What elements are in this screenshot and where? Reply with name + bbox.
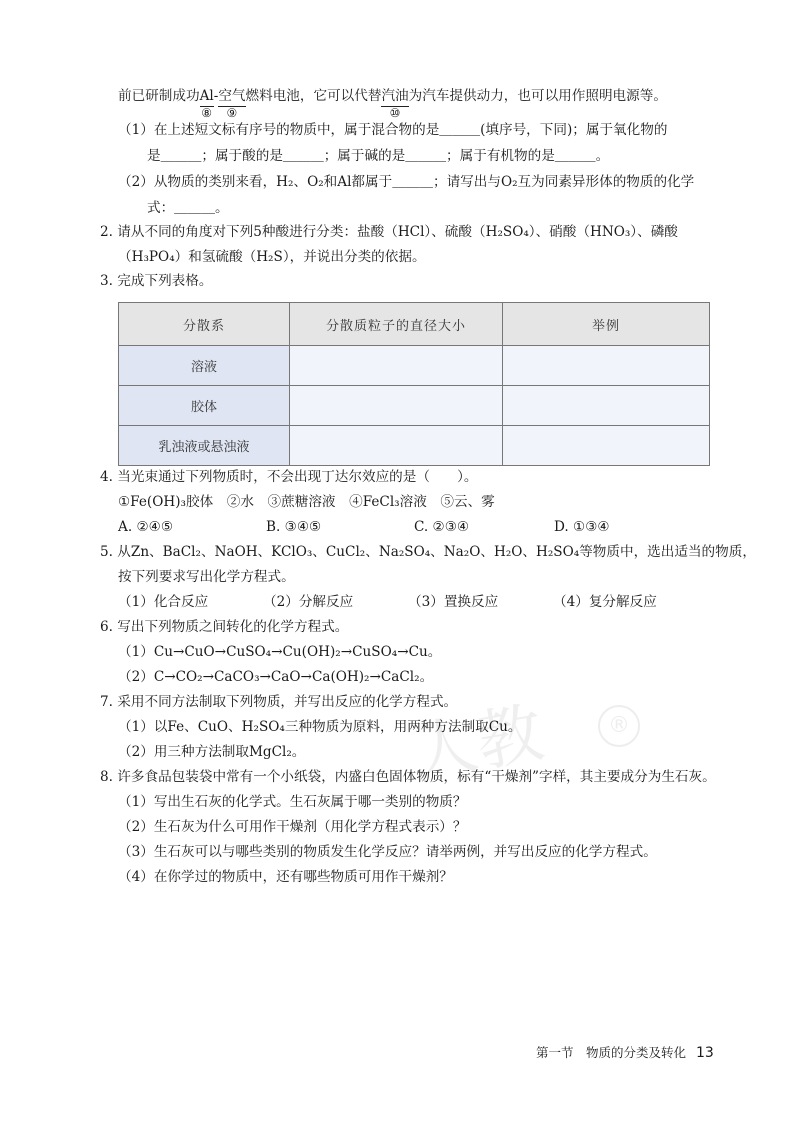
row-label: 乳浊液或悬浊液 — [119, 426, 290, 466]
question-6-part1: （1）Cu→CuO→CuSO₄→Cu(OH)₂→CuSO₄→Cu。 — [118, 644, 442, 660]
option-2: （2）分解反应 — [263, 594, 354, 610]
question-4-items: ①Fe(OH)₃胶体 ②水 ③蔗糖溶液 ④FeCl₃溶液 ⑤云、雾 — [118, 494, 495, 510]
question-5-options — [118, 592, 657, 612]
q1-part1-line1: （1）在上述短文标有序号的物质中，属于混合物的是＿＿＿(填序号，下同)；属于氧化物的 — [118, 122, 668, 138]
question-2-line2: （H₃PO₄）和氢硫酸（H₂S），并说出分类的依据。 — [118, 249, 426, 265]
question-5-line1: 5. 从Zn、BaCl₂、NaOH、KClO₃、CuCl₂、Na₂SO₄、Na₂O、H₂O、H₂SO₄等物质中，选出适当的物质， — [100, 544, 756, 560]
intro-line: 前已研制成功Al ⑧ -空气 ⑨ 燃料电池，它可以代替汽油 ⑩ 为汽车提供动力，也可以用作照明电源等。 — [118, 88, 667, 120]
option-4: （4）复分解反应 — [553, 594, 657, 610]
page-number: 13 — [696, 1045, 714, 1061]
page-footer — [536, 1043, 714, 1061]
question-5-line2: 按下列要求写出化学方程式。 — [118, 569, 295, 585]
table-cell — [290, 346, 503, 386]
table-row — [119, 426, 710, 466]
table-cell — [290, 386, 503, 426]
question-4: 4. 当光束通过下列物质时，不会出现丁达尔效应的是（ ）。 — [100, 469, 478, 485]
question-8: 8. 许多食品包装袋中常有一个小纸袋，内盛白色固体物质，标有“干燥剂”字样，其主要成分为生石灰。 — [100, 769, 716, 785]
dispersion-table — [118, 302, 710, 466]
table-header: 分散质粒子的直径大小 — [290, 303, 503, 346]
table-header: 分散系 — [119, 303, 290, 346]
question-3: 3. 完成下列表格。 — [100, 273, 213, 289]
table-cell — [290, 426, 503, 466]
option-b: B. ③④⑤ — [266, 519, 322, 535]
section-title: 第一节 物质的分类及转化 — [536, 1045, 687, 1060]
question-7: 7. 采用不同方法制取下列物质，并写出反应的化学方程式。 — [100, 694, 458, 710]
option-a: A. ②④⑤ — [118, 519, 174, 535]
registered-mark-icon: ® — [598, 705, 640, 747]
row-label: 胶体 — [119, 386, 290, 426]
question-8-part1: （1）写出生石灰的化学式。生石灰属于哪一类别的物质？ — [118, 794, 467, 810]
table-header: 举例 — [503, 303, 710, 346]
question-7-part1: （1）以Fe、CuO、H₂SO₄三种物质为原料，用两种方法制取Cu。 — [118, 719, 522, 735]
table-cell — [503, 426, 710, 466]
option-3: （3）置换反应 — [408, 594, 499, 610]
watermark: 人教 — [405, 694, 549, 793]
table-row — [119, 346, 710, 386]
question-6: 6. 写出下列物质之间转化的化学方程式。 — [100, 619, 349, 635]
option-d: D. ①③④ — [554, 519, 610, 535]
row-label: 溶液 — [119, 346, 290, 386]
question-6-part2: （2）C→CO₂→CaCO₃→CaO→Ca(OH)₂→CaCl₂。 — [118, 669, 434, 685]
q1-part2-line2: 式：＿＿＿。 — [147, 200, 229, 216]
table-row — [119, 386, 710, 426]
option-c: C. ②③④ — [414, 519, 470, 535]
question-2-line1: 2. 请从不同的角度对下列5种酸进行分类：盐酸（HCl）、硫酸（H₂SO₄）、硝酸（HNO₃）、磷酸 — [100, 224, 678, 240]
question-8-part2: （2）生石灰为什么可用作干燥剂（用化学方程式表示）？ — [118, 819, 467, 835]
question-7-part2: （2）用三种方法制取MgCl₂。 — [118, 744, 306, 760]
option-1: （1）化合反应 — [118, 594, 209, 610]
question-4-options — [118, 517, 610, 537]
table-cell — [503, 386, 710, 426]
q1-part1-line2: 是＿＿＿；属于酸的是＿＿＿；属于碱的是＿＿＿；属于有机物的是＿＿＿。 — [147, 148, 610, 164]
table-header-row — [119, 303, 710, 346]
q1-part2-line1: （2）从物质的类别来看，H₂、O₂和Al都属于＿＿＿；请写出与O₂互为同素异形体的物质的化学 — [118, 174, 695, 190]
table-cell — [503, 346, 710, 386]
question-8-part3: （3）生石灰可以与哪些类别的物质发生化学反应？请举两例，并写出反应的化学方程式。 — [118, 844, 657, 860]
question-8-part4: （4）在你学过的物质中，还有哪些物质可用作干燥剂？ — [118, 869, 453, 885]
